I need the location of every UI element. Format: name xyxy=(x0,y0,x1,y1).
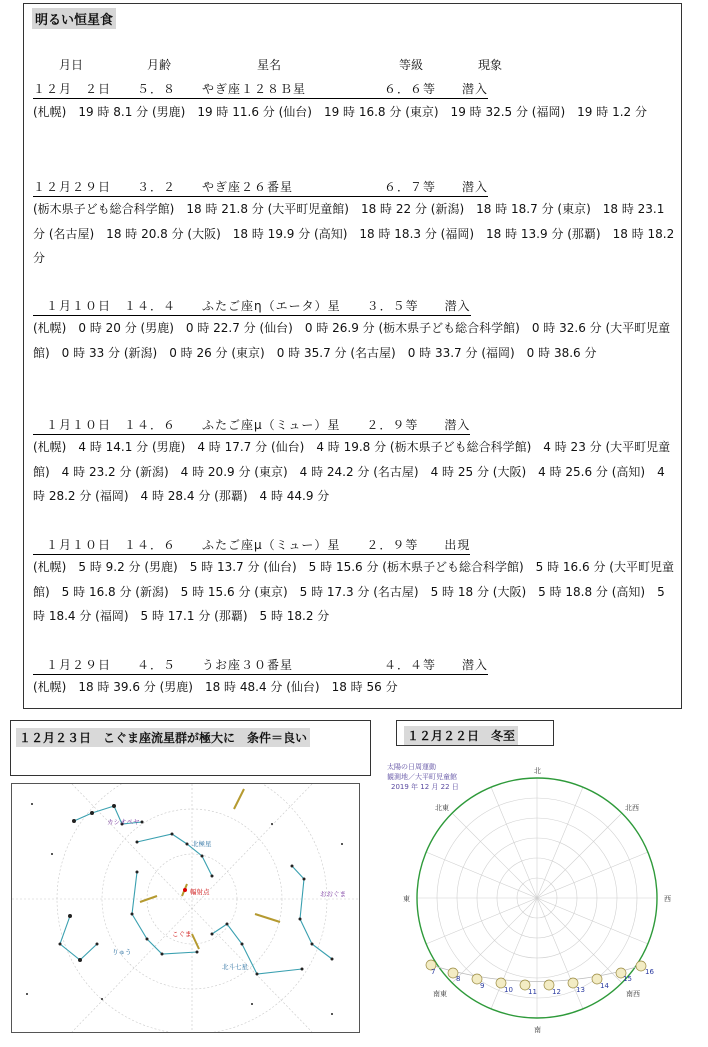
event-detail: (札幌) 18 時 39.6 分 (男鹿) 18 時 48.4 分 (仙台) 18 時 56 分 xyxy=(33,680,398,694)
constellation-label: 輻射点 xyxy=(190,888,210,896)
event-detail: (札幌) 19 時 8.1 分 (男鹿) 19 時 11.6 分 (仙台) 19 時 16.8 分 (東京) 19 時 32.5 分 (福岡) 19 時 1.2 分 xyxy=(33,105,647,119)
event-row: １月２９日 ４．５ うお座３０番星 ４．４等 潜入 xyxy=(33,656,488,675)
header-moon-age: 月齢 xyxy=(147,58,172,72)
hour-label: 12 xyxy=(552,988,561,996)
constellation-label: おおぐま xyxy=(320,890,346,898)
constellation-label: 北斗七星 xyxy=(222,963,248,971)
direction-east: 東 xyxy=(403,895,410,903)
sun-caption-line: 観測地／大平町児童館 xyxy=(387,773,457,781)
event-row: １２月 ２日 ５．８ やぎ座１２８Ｂ星 ６．６等 潜入 xyxy=(33,80,488,99)
page-title: 明るい恒星食 xyxy=(32,8,116,29)
star-map xyxy=(11,783,360,1033)
direction-west: 西 xyxy=(664,895,671,903)
constellation-label: 北極星 xyxy=(192,840,212,848)
direction-southwest: 南西 xyxy=(626,990,640,998)
constellation-label: カシオペヤ xyxy=(107,818,140,826)
direction-south: 南 xyxy=(534,1026,541,1034)
event-detail: (札幌) 5 時 9.2 分 (男鹿) 5 時 13.7 分 (仙台) 5 時 15.6 分 (栃木県子ども総合科学館) 5 時 16.6 分 (大平町児童館) 5 時 16.8 分 (新潟) 5 時 15.6 分 (東京) 5 時 17.3 分 (名古屋) 5 時 18 分 (大阪) 5 時 18.8 分 (高知) 5 時 18.4 分 (福岡) 5 時 17.1 分 (那覇) 5 時 18.2 分 xyxy=(33,560,674,623)
direction-north: 北 xyxy=(534,767,541,775)
header-date: 月日 xyxy=(59,58,84,72)
constellation-label: りゅう xyxy=(112,948,132,956)
event-row: １月１０日 １４．６ ふたご座μ（ミュー）星 ２．９等 潜入 xyxy=(33,416,470,435)
star-map-svg xyxy=(12,784,359,1032)
hour-label: 15 xyxy=(623,975,632,983)
hour-label: 8 xyxy=(456,975,461,983)
hour-label: 11 xyxy=(528,988,537,996)
event-detail: (札幌) 0 時 20 分 (男鹿) 0 時 22.7 分 (仙台) 0 時 26.9 分 (栃木県子ども総合科学館) 0 時 32.6 分 (大平町児童館) 0 時 33 分 (新潟) 0 時 26 分 (東京) 0 時 35.7 分 (名古屋) 0 時 33.7 分 (福岡) 0 時 38.6 分 xyxy=(33,321,671,360)
solstice-heading: １２月２２日 冬至 xyxy=(404,726,518,745)
hour-label: 13 xyxy=(576,986,585,994)
direction-southeast: 南東 xyxy=(433,990,447,998)
header-mag: 等級 xyxy=(399,58,424,72)
hour-label: 10 xyxy=(504,986,513,994)
sun-caption-line: 太陽の日周運動 xyxy=(387,763,436,771)
constellation-label: こぐま xyxy=(172,930,192,938)
event-row: １２月２９日 ３．２ やぎ座２６番星 ６．７等 潜入 xyxy=(33,178,488,197)
hour-label: 9 xyxy=(480,982,485,990)
direction-northwest: 北西 xyxy=(625,804,639,812)
sun-path-chart xyxy=(385,760,685,1040)
radiant-point xyxy=(183,888,187,892)
meteor-heading: １２月２３日 こぐま座流星群が極大に 条件＝良い xyxy=(16,728,310,747)
event-row: １月１０日 １４．４ ふたご座η（エータ）星 ３．５等 潜入 xyxy=(33,297,471,316)
direction-northeast: 北東 xyxy=(435,804,449,812)
hour-label: 16 xyxy=(645,968,654,976)
hour-label: 14 xyxy=(600,982,609,990)
hour-label: 7 xyxy=(431,968,436,976)
event-detail: (栃木県子ども総合科学館) 18 時 21.8 分 (大平町児童館) 18 時 22 分 (新潟) 18 時 18.7 分 (東京) 18 時 23.1 分 (名古屋) 18 時 20.8 分 (大阪) 18 時 19.9 分 (高知) 18 時 18.3 分 (福岡) 18 時 13.9 分 (那覇) 18 時 18.2 分 xyxy=(33,202,675,265)
event-row: １月１０日 １４．６ ふたご座μ（ミュー）星 ２．９等 出現 xyxy=(33,536,470,555)
sun-caption-line: 2019 年 12 月 22 日 xyxy=(391,783,459,791)
event-detail: (札幌) 4 時 14.1 分 (男鹿) 4 時 17.7 分 (仙台) 4 時 19.8 分 (栃木県子ども総合科学館) 4 時 23 分 (大平町児童館) 4 時 23.2 分 (新潟) 4 時 20.9 分 (東京) 4 時 24.2 分 (名古屋) 4 時 25 分 (大阪) 4 時 25.6 分 (高知) 4 時 28.2 分 (福岡) 4 時 28.4 分 (那覇) 4 時 44.9 分 xyxy=(33,440,671,503)
sun-path-svg xyxy=(385,760,685,1040)
header-phenomenon: 現象 xyxy=(478,58,503,72)
header-star: 星名 xyxy=(257,58,282,72)
